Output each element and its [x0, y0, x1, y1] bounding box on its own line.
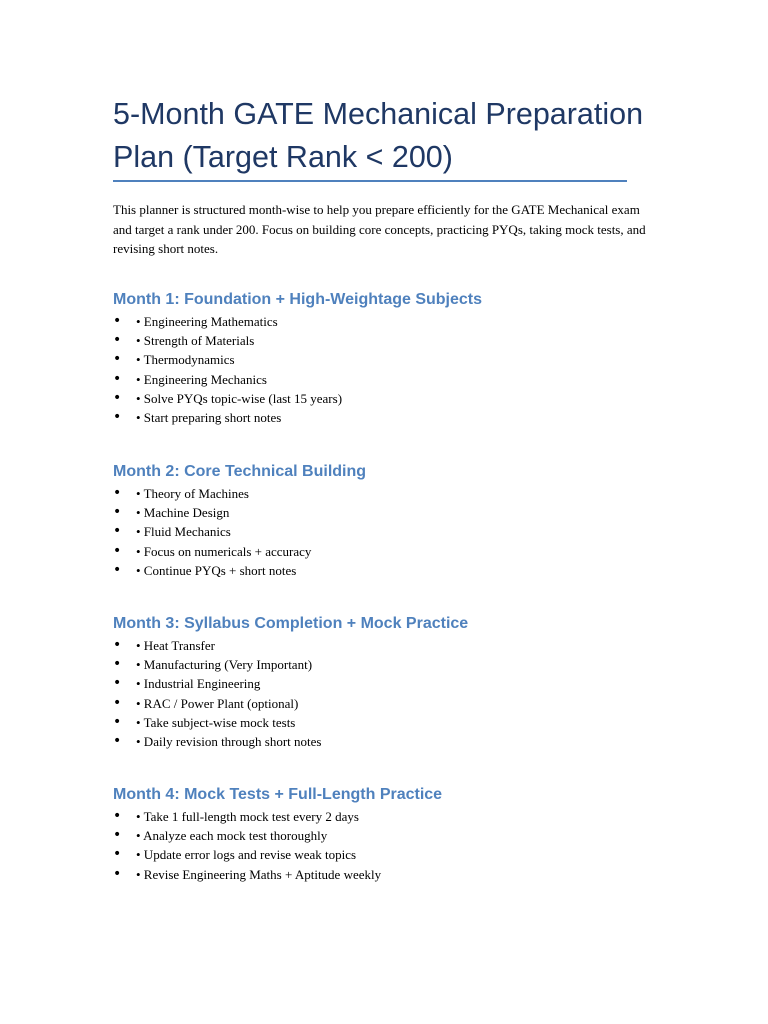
section-heading: Month 2: Core Technical Building [113, 463, 367, 480]
bullet-icon: • [113, 808, 122, 824]
list-item-text: • Thermodynamics [136, 352, 235, 368]
bullet-icon: • [113, 504, 122, 521]
list-item [113, 655, 633, 674]
bullet-list [113, 484, 633, 580]
intro-paragraph: This planner is structured month-wise to help you prepare efficiently for the GATE Mechanical exam and target a rank under 200. Focus on building core concepts, practicing PYQs, taking mock tests, and revising short notes. [113, 202, 646, 256]
bullet-icon: • [113, 332, 122, 349]
bullet-icon: • [113, 733, 122, 750]
list-item-text: • Take 1 full-length mock test every 2 days [136, 809, 359, 824]
section-heading: Month 4: Mock Tests + Full-Length Practice [113, 786, 443, 803]
list-item-text: • Theory of Machines [136, 486, 249, 501]
list-item [113, 845, 633, 864]
list-item-text: • Start preparing short notes [136, 410, 282, 426]
list-item-text: • Heat Transfer [136, 638, 215, 653]
bullet-icon: • [113, 542, 122, 559]
section-heading: Month 1: Foundation + High-Weightage Subjects [113, 291, 483, 308]
list-item [113, 331, 633, 350]
list-item [113, 865, 633, 884]
bullet-icon: • [113, 389, 122, 406]
list-item-text: • Analyze each mock test thoroughly [136, 828, 328, 844]
bullet-icon: • [113, 523, 122, 540]
list-item [113, 503, 633, 522]
bullet-list [113, 807, 633, 884]
bullet-icon: • [113, 846, 122, 863]
section-month-1 [113, 288, 633, 427]
list-item [113, 674, 633, 693]
list-item [113, 389, 633, 408]
list-item-text: • Engineering Mechanics [136, 371, 267, 387]
bullet-icon: • [113, 561, 122, 578]
list-item-text: • Solve PYQs topic-wise (last 15 years) [136, 390, 343, 406]
section-month-4 [113, 783, 633, 884]
list-item-text: • Strength of Materials [136, 333, 255, 349]
list-item-text: • Machine Design [136, 505, 230, 521]
list-item-text: • Revise Engineering Maths + Aptitude weekly [136, 866, 382, 882]
bullet-icon: • [113, 313, 122, 329]
list-item [113, 713, 633, 732]
section-heading: Month 3: Syllabus Completion + Mock Practice [113, 615, 469, 632]
bullet-list [113, 636, 633, 751]
list-item-text: • Update error logs and revise weak topics [136, 847, 357, 863]
list-item [113, 807, 633, 826]
list-item-text: • Focus on numericals + accuracy [136, 543, 312, 559]
bullet-icon: • [113, 370, 122, 387]
list-item-text: • Daily revision through short notes [136, 734, 322, 750]
bullet-icon: • [113, 351, 122, 368]
list-item-text: • Take subject-wise mock tests [136, 714, 296, 730]
list-item-text: • Industrial Engineering [136, 676, 261, 692]
section-month-3 [113, 612, 633, 751]
bullet-icon: • [113, 865, 122, 882]
list-item [113, 694, 633, 713]
bullet-icon: • [113, 675, 122, 692]
list-item [113, 826, 633, 845]
list-item [113, 312, 633, 331]
list-item [113, 484, 633, 503]
page-title: 5-Month GATE Mechanical Preparation Plan (Target Rank < 200) [113, 97, 644, 174]
bullet-list [113, 312, 633, 427]
list-item [113, 522, 633, 541]
bullet-icon: • [113, 409, 122, 426]
list-item [113, 350, 633, 369]
list-item [113, 636, 633, 655]
list-item [113, 542, 633, 561]
list-item [113, 370, 633, 389]
list-item-text: • Fluid Mechanics [136, 524, 231, 540]
list-item [113, 408, 633, 427]
bullet-icon: • [113, 827, 122, 844]
list-item [113, 732, 633, 751]
list-item-text: • Continue PYQs + short notes [136, 562, 297, 578]
bullet-icon: • [113, 694, 122, 711]
bullet-icon: • [113, 637, 122, 653]
bullet-icon: • [113, 713, 122, 730]
list-item-text: • Engineering Mathematics [136, 314, 278, 329]
title-underline [113, 180, 627, 182]
bullet-icon: • [113, 656, 122, 673]
list-item [113, 561, 633, 580]
section-month-2 [113, 460, 633, 580]
bullet-icon: • [113, 485, 122, 501]
list-item-text: • Manufacturing (Very Important) [136, 657, 313, 673]
list-item-text: • RAC / Power Plant (optional) [136, 695, 299, 711]
